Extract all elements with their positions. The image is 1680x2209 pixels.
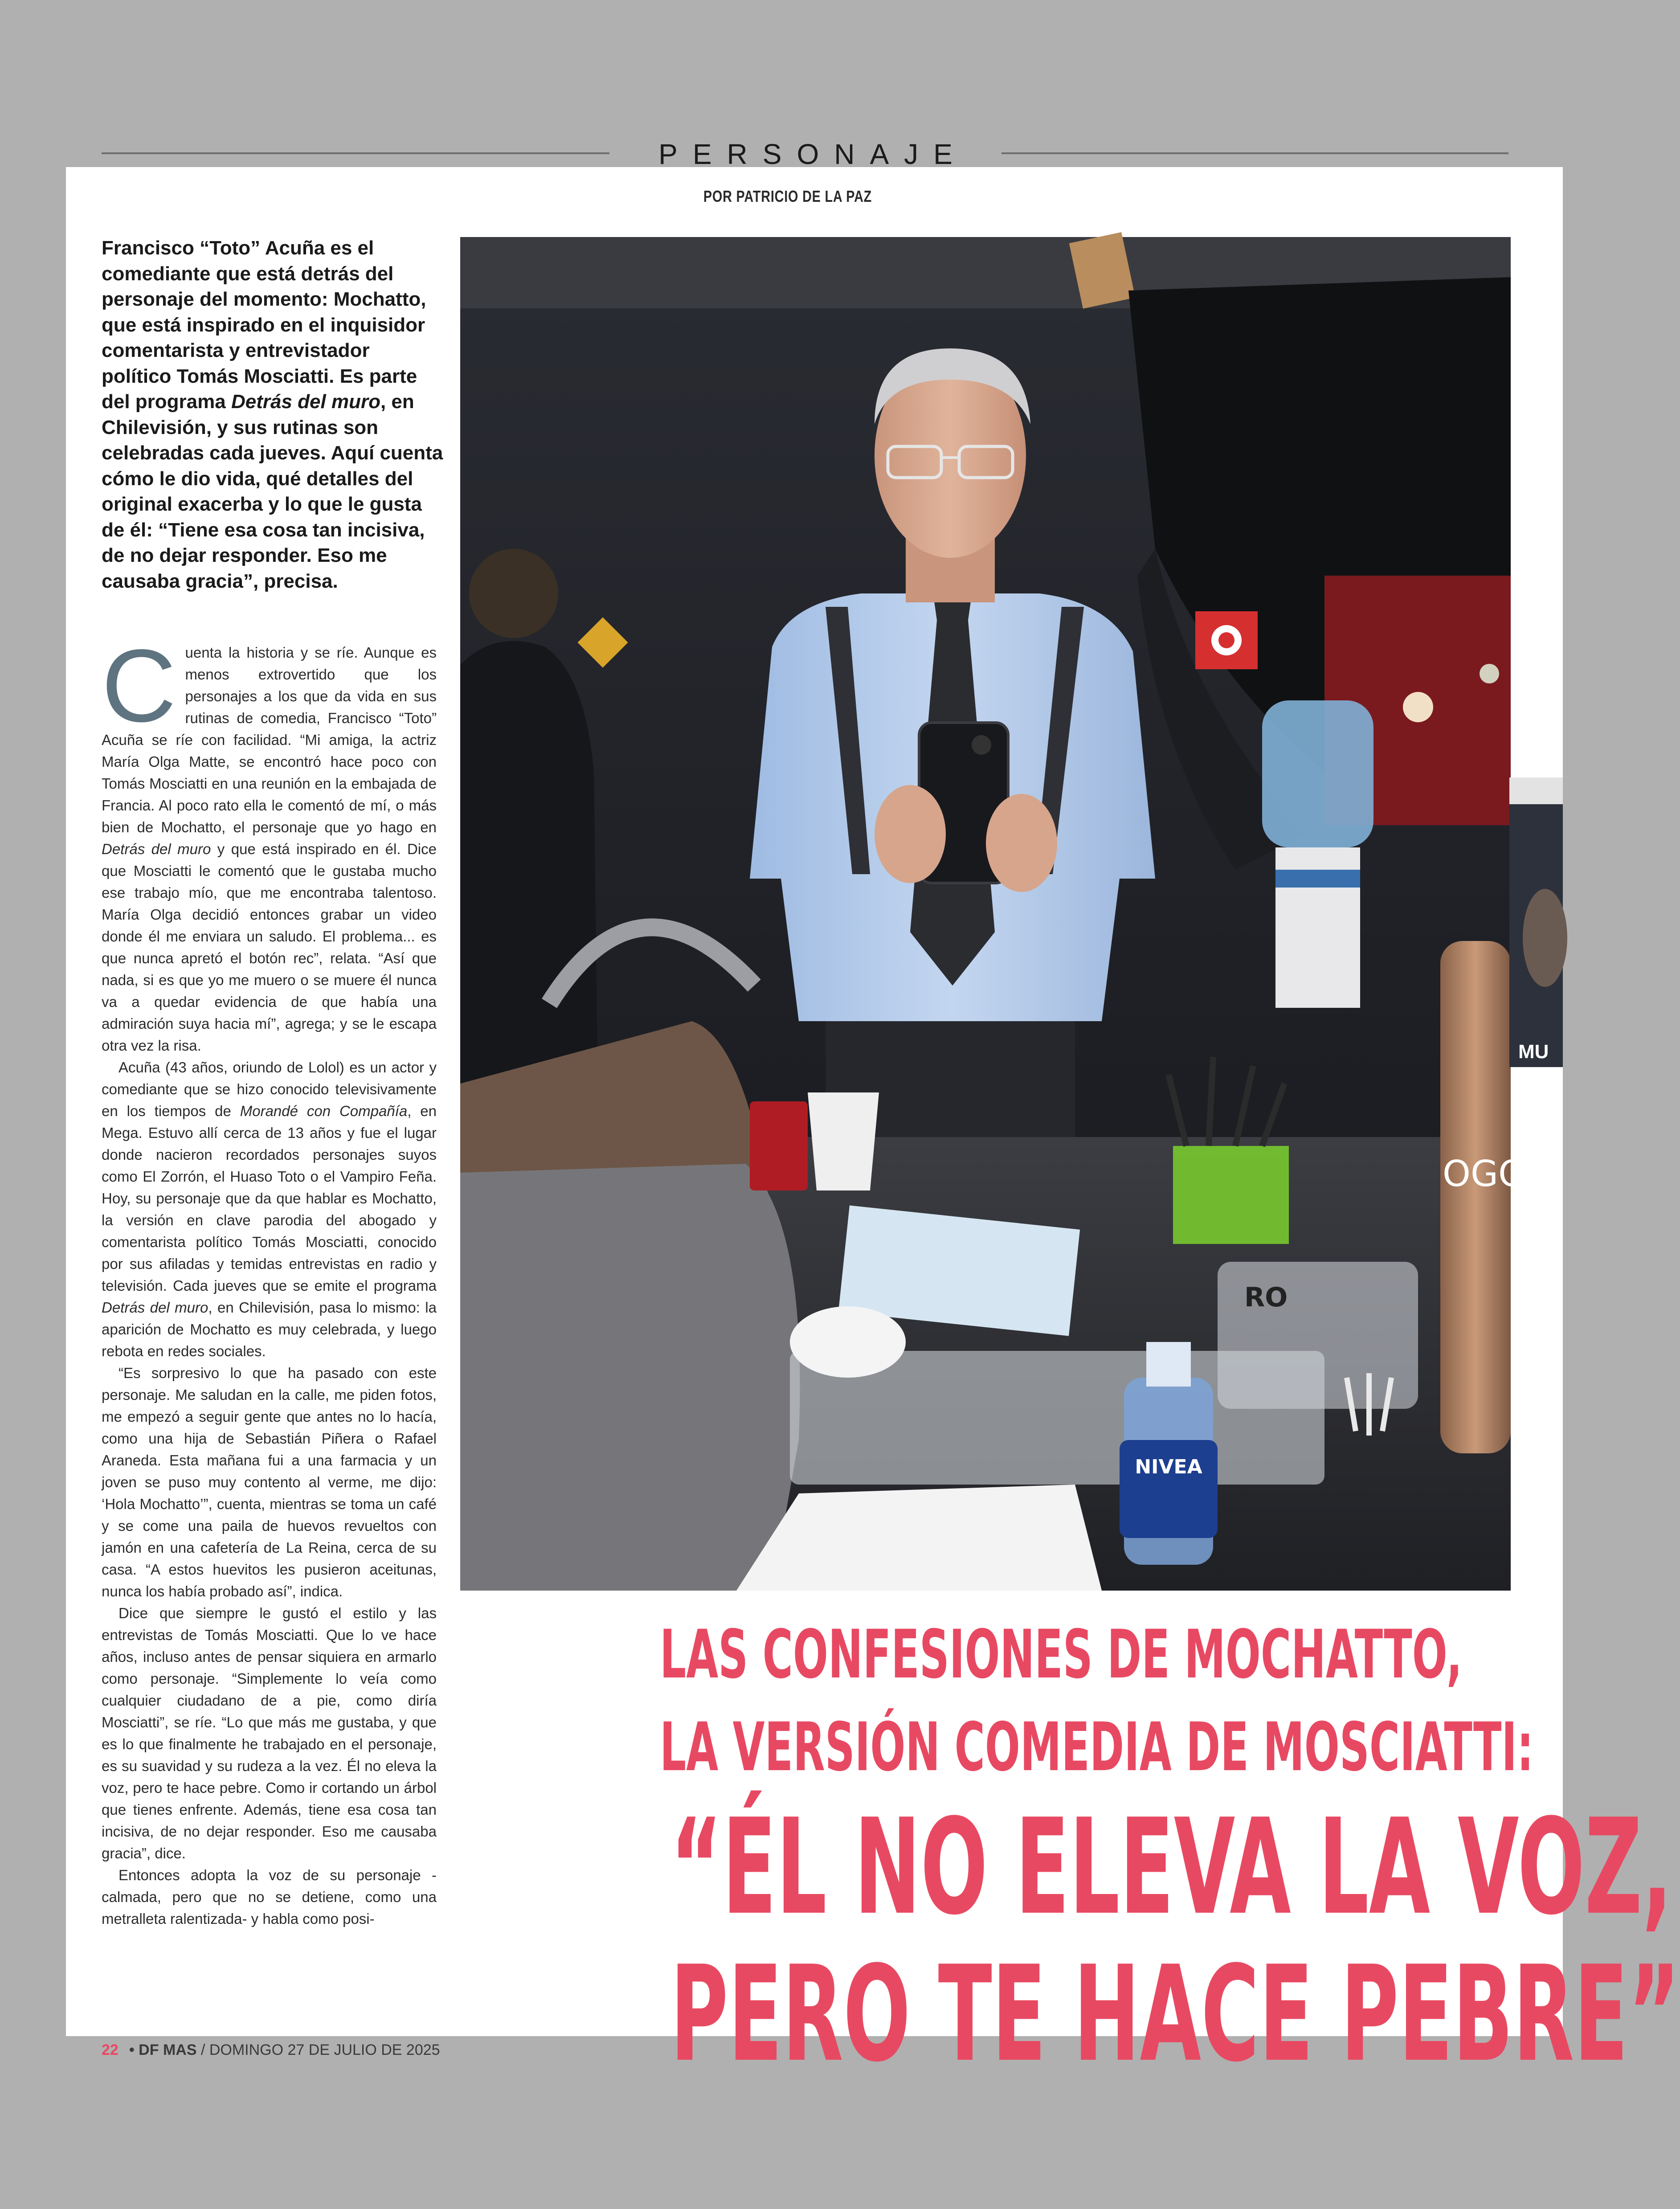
nivea-label — [1120, 1440, 1218, 1538]
body-p2-a: Acuña (43 años, oriundo de Lolol) es un actor y comediante que se hizo conocido televisivamente en los tiempos de — [102, 1059, 437, 1119]
body-paragraph-1 — [102, 628, 437, 1056]
lead-paragraph — [102, 235, 445, 594]
headline-line-2: LA VERSIÓN COMEDIA DE MOSCIATTI: — [660, 1709, 1534, 1786]
body-paragraph-5: Entonces adopta la voz de su personaje -calmada, pero que no se detiene, como una metralleta ralentizada- y habla como posi- — [102, 1867, 437, 1927]
publication-name: • DF MAS — [129, 2041, 197, 2058]
cotton-pads — [790, 1306, 906, 1378]
body-p2-b: , en Mega. Estuvo allí cerca de 13 años y fue el lugar donde nacieron recordados personajes suyos como El Zorrón, el Huaso Toto o el Vampiro Feña. Hoy, su personaje que da que hablar es Mochatto, la versión en clave parodia del abogado y comentarista político Tomás Mosciatti, conocido por sus afiladas y temidas entrevistas en radio y televisión. Cada jueves que se emite el programa — [102, 1103, 437, 1294]
section-label: PERSONAJE — [658, 138, 968, 170]
spray-label: OGO — [1443, 1153, 1526, 1194]
soda-can — [750, 1101, 808, 1190]
light-1 — [1403, 692, 1433, 722]
bag-gray — [460, 1164, 800, 1591]
lead-program: Detrás del muro — [231, 391, 380, 413]
body-column — [102, 628, 437, 1930]
side-thumb-text: MU — [1518, 1041, 1549, 1063]
page-number: 22 — [102, 2041, 119, 2058]
drop-cap: C — [102, 628, 176, 744]
lead-text-2: , en Chilevisión, y sus rutinas son celebradas cada jueves. Aquí cuenta cómo le dio vida, qué detalles del original exacerba y lo que le gusta de él: “Tiene esa cosa tan incisiva, de no dejar responder. Eso me causaba gracia”, precisa. — [102, 391, 443, 592]
water-bottle — [1262, 700, 1373, 847]
body-paragraph-3: “Es sorpresivo lo que ha pasado con este personaje. Me saludan en la calle, me piden fotos, me empezó a seguir gente que antes no lo hacía, como una hija de Sebastián Piñera o Rafael Araneda. Esta mañana fui a una farmacia y un joven se puso muy contento al verme, me dijo: ‘Hola Mochatto’”, cuenta, mientras se toma un café y se come una paila de huevos revueltos con jamón en una cafetería de La Reina, cerca de su casa. “A estos huevitos les pusieron aceitunas, nunca los había probado así”, indica. — [102, 1365, 437, 1599]
cup — [808, 1092, 879, 1190]
publication-date: / DOMINGO 27 DE JULIO DE 2025 — [200, 2041, 440, 2058]
body-p2-program: Detrás del muro — [102, 1299, 208, 1316]
body-p1-a: uenta la historia y se ríe. Aunque es menos extrovertido que los personajes a los que da vida en sus rutinas de comedia, Francisco “Toto” Acuña se ríe con facilidad. “Mi amiga, la actriz María Olga Matte, se encontró hace poco con Tomás Mosciatti en una reunión en la embajada de Francia. Al poco rato ella le comentó de mí, o más bien de Mochatto, el personaje que yo hago en — [102, 644, 437, 835]
headline-line-1: LAS CONFESIONES DE MOCHATTO, — [660, 1616, 1463, 1694]
body-paragraph-2 — [102, 1056, 437, 1362]
brush-holder — [1173, 1146, 1289, 1244]
body-p1-program: Detrás del muro — [102, 841, 211, 857]
lead-text-1: Francisco “Toto” Acuña es el comediante que está detrás del personaje del momento: Mochatto, que está inspirado en el inquisidor comentarista y entrevistador político Tomás Mosciatti. Es parte del programa — [102, 237, 426, 413]
byline: POR PATRICIO DE LA PAZ — [703, 187, 872, 205]
header-rule-right — [1001, 152, 1508, 154]
headline-quote-2: PERO TE HACE PEBRE” — [670, 1937, 1680, 2091]
body-paragraph-4: Dice que siempre le gustó el estilo y las entrevistas de Tomás Mosciatti. Que lo ve hace años, incluso antes de pensar siquiera en armarlo como personaje. “Simplemente lo veía como cualquier ciudadano de a pie, como diría Mosciatti”, se ríe. “Lo que más me gustaba, y que es lo que finalmente he trabajado en el personaje, es su suavidad y su rudeza a la vez. Él no eleva la voz, pero te hace pebre. Como ir cortando un árbol que tienes enfrente. Además, tiene esa cosa tan incisiva, de no dejar responder. Eso me causaba gracia”, dice. — [102, 1605, 437, 1861]
header-rule-left — [102, 152, 609, 154]
headline-quote-1: “ÉL NO ELEVA LA VOZ, — [670, 1790, 1672, 1944]
side-thumbnail — [1509, 777, 1563, 1067]
nivea-brand: NIVEA — [1135, 1456, 1202, 1478]
feature-photo — [460, 237, 1526, 1591]
page-footer — [102, 2041, 440, 2059]
light-2 — [1480, 664, 1499, 683]
container-label: RO — [1244, 1282, 1288, 1313]
spray-bottle — [1440, 941, 1511, 1453]
body-p2-c: , en Chilevisión, pasa lo mismo: la aparición de Mochatto es muy celebrada, y luego rebota en redes sociales. — [102, 1299, 437, 1359]
headline — [460, 1608, 1680, 2091]
body-p1-b: y que está inspirado en él. Dice que Mosciatti le comentó que le gustaba mucho ese trabajo mío, que me encontraba talentoso. María Olga decidió entonces grabar un video donde él me enviara un saludo. El problema... es que nunca apretó el botón rec”, relata. “Así que nada, si es que yo me muero o se muere él nunca va a quedar evidencia de que había una admiración suya hacia mí”, agrega; y se le escapa otra vez la risa. — [102, 841, 437, 1054]
body-p2-show: Morandé con Compañía — [240, 1103, 408, 1119]
hand-left — [875, 785, 946, 883]
hand-right — [986, 794, 1057, 892]
